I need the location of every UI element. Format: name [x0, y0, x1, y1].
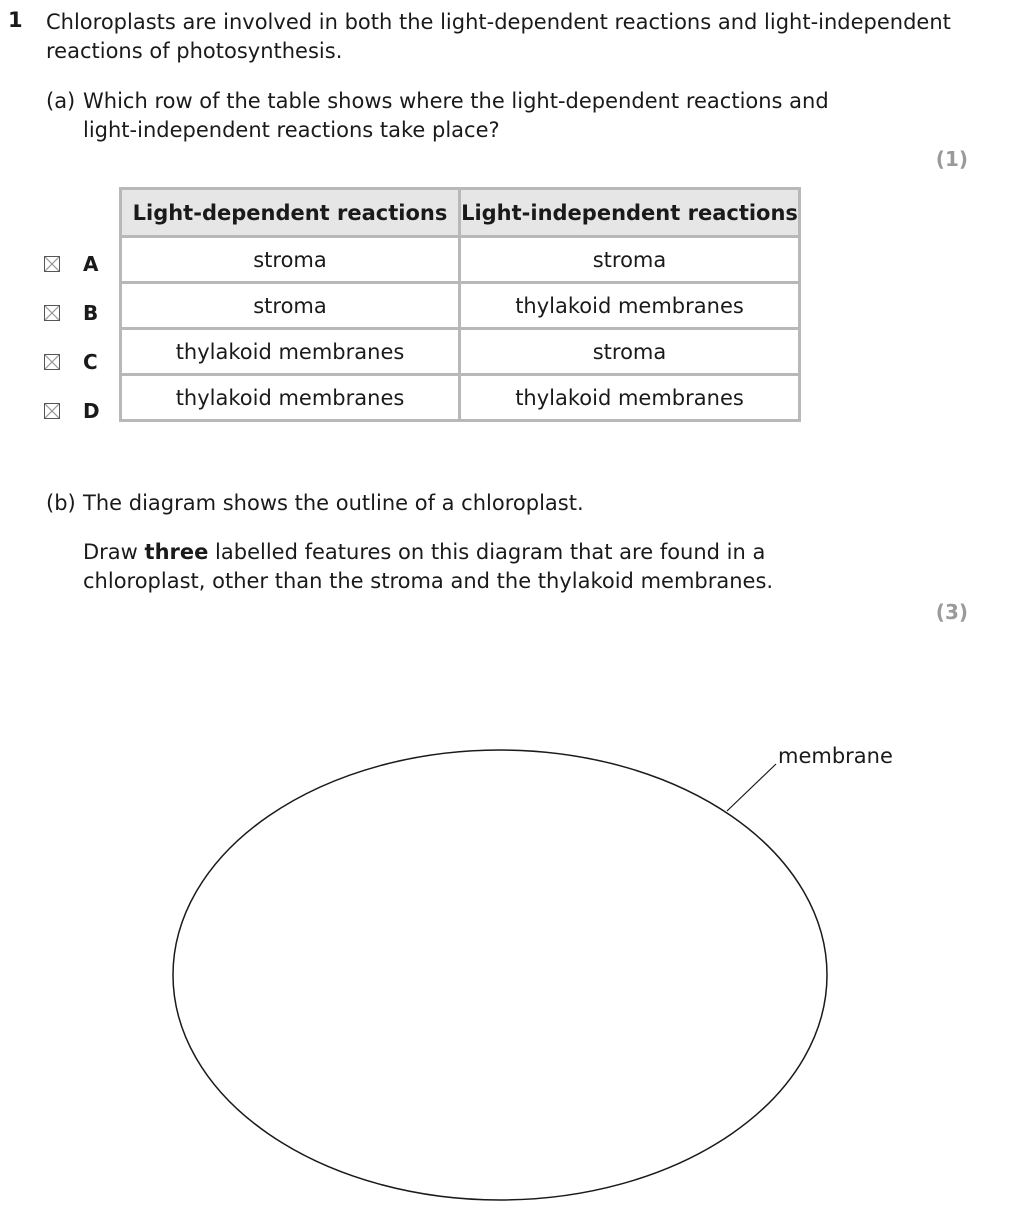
part-b-label: (b)	[46, 491, 76, 515]
instruction-bold: three	[144, 540, 209, 564]
membrane-label-line	[727, 764, 776, 811]
part-a-label: (a)	[46, 89, 76, 113]
option-d-letter: D	[83, 399, 100, 423]
cell-dependent: stroma	[121, 283, 460, 329]
instruction-post: labelled features on this diagram that are found in a chloroplast, other than the stroma and the thylakoid membranes.	[83, 540, 774, 593]
cell-independent: stroma	[460, 237, 800, 283]
part-b-intro: The diagram shows the outline of a chloroplast.	[83, 491, 584, 515]
cell-independent: stroma	[460, 329, 800, 375]
question-number: 1	[8, 8, 23, 32]
instruction-pre: Draw	[83, 540, 145, 564]
membrane-label: membrane	[778, 744, 893, 768]
part-a-text: Which row of the table shows where the light-dependent reactions and light-independent reactions take place?	[83, 89, 829, 142]
option-a-letter: A	[83, 252, 99, 276]
cell-dependent: thylakoid membranes	[121, 329, 460, 375]
cell-independent: thylakoid membranes	[460, 375, 800, 421]
part-b-marks: (3)	[935, 600, 968, 624]
cell-dependent: thylakoid membranes	[121, 375, 460, 421]
option-b-letter: B	[83, 301, 99, 325]
header-light-dependent: Light-dependent reactions	[121, 189, 460, 237]
header-light-independent: Light-independent reactions	[460, 189, 800, 237]
question-text: Chloroplasts are involved in both the light-dependent reactions and light-independent reactions of photosynthesis.	[46, 10, 951, 63]
part-a-marks: (1)	[935, 147, 968, 171]
cell-independent: thylakoid membranes	[460, 283, 800, 329]
cell-dependent: stroma	[121, 237, 460, 283]
chloroplast-outline[interactable]	[173, 750, 827, 1200]
option-c-letter: C	[83, 350, 98, 374]
